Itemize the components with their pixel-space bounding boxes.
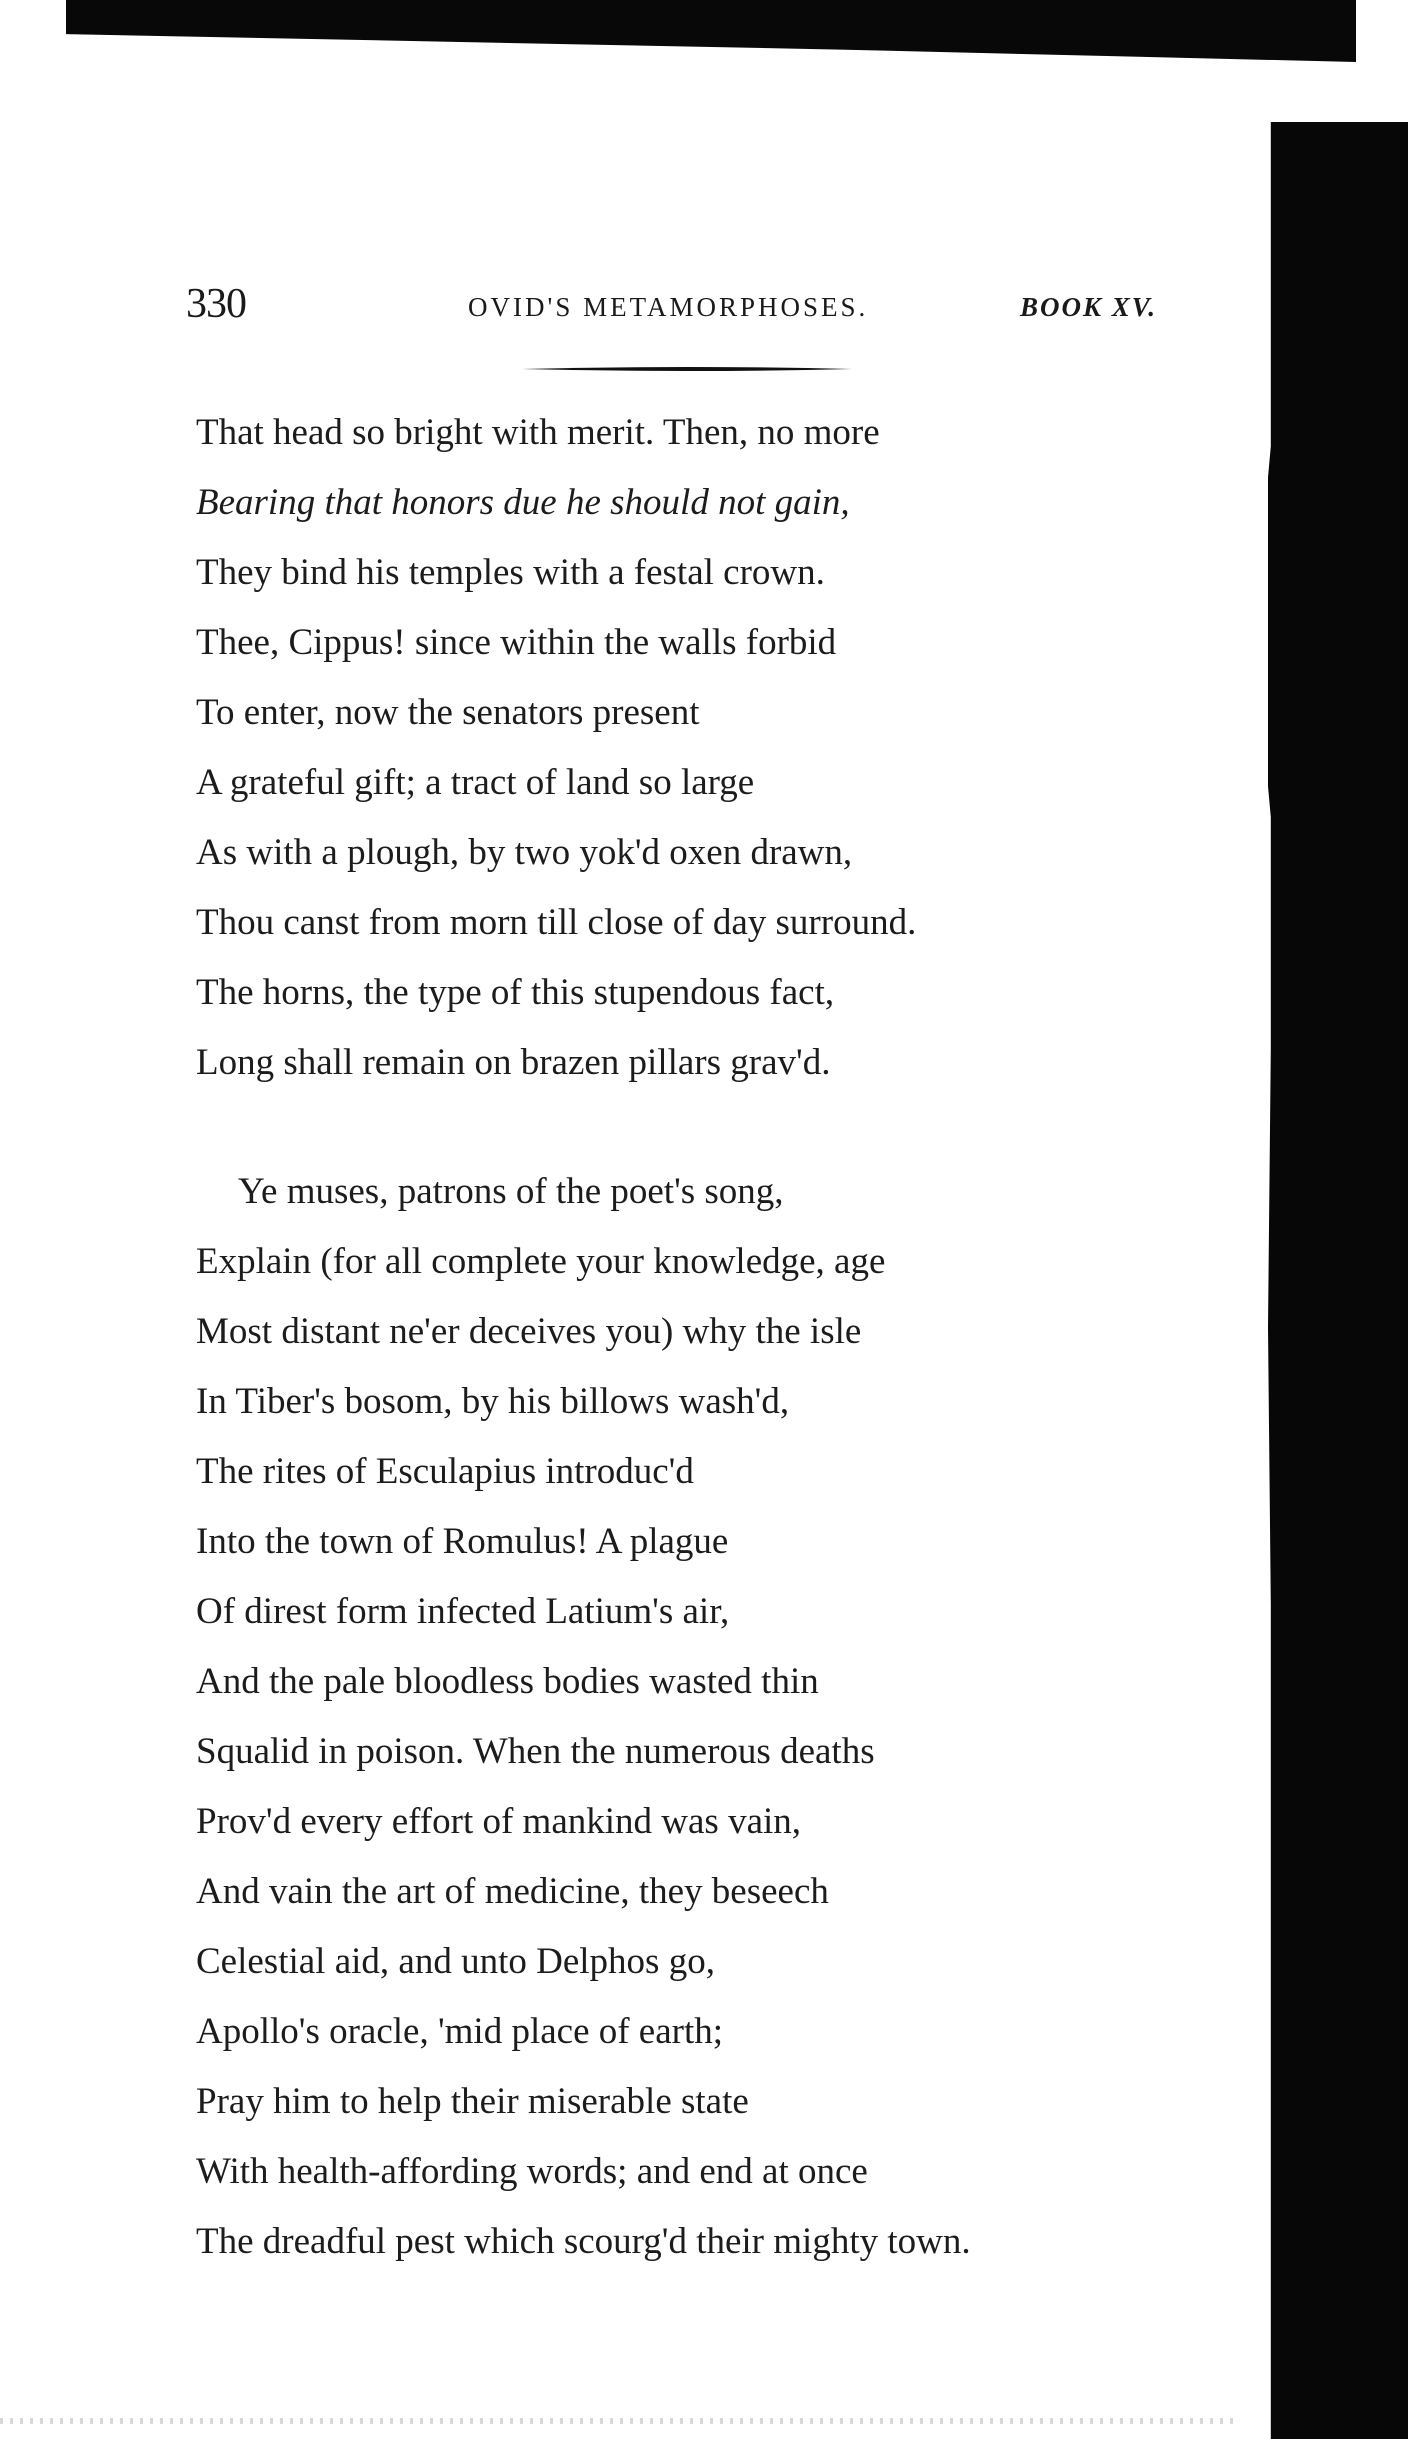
verse-line: To enter, now the senators present: [196, 692, 700, 733]
verse-line: Long shall remain on brazen pillars grav'd.: [196, 1042, 831, 1083]
stanza-1: [196, 398, 1176, 1098]
header-ornament-rule: [522, 365, 852, 373]
verse-line: That head so bright with merit. Then, no more: [196, 412, 880, 453]
verse-line: Ye muses, patrons of the poet's song,: [238, 1171, 784, 1212]
verse-line: In Tiber's bosom, by his billows wash'd,: [196, 1381, 790, 1422]
verse-line: A grateful gift; a tract of land so large: [196, 762, 755, 803]
running-header: [0, 280, 1408, 340]
verse-line: Explain (for all complete your knowledge, age: [196, 1241, 886, 1282]
page-top-edge-shadow: [66, 0, 1356, 62]
verse-line: Thee, Cippus! since within the walls forbid: [196, 622, 837, 663]
verse-line: Squalid in poison. When the numerous deaths: [196, 1731, 875, 1772]
ornament-rule-icon: [522, 365, 852, 373]
verse-line: Prov'd every effort of mankind was vain,: [196, 1801, 802, 1842]
verse-line: With health-affording words; and end at once: [196, 2151, 868, 2192]
verse-line: Apollo's oracle, 'mid place of earth;: [196, 2011, 724, 2052]
verse-line: Most distant ne'er deceives you) why the isle: [196, 1311, 862, 1352]
verse-line: Thou canst from morn till close of day surround.: [196, 902, 917, 943]
verse-line: The dreadful pest which scourg'd their mighty town.: [196, 2221, 971, 2262]
page-bottom-specks: [0, 2418, 1240, 2424]
page-number: 330: [186, 281, 246, 327]
stanza-2: [196, 1157, 1176, 2277]
page-right-edge-shadow: [1268, 122, 1408, 2439]
verse-line: Pray him to help their miserable state: [196, 2081, 749, 2122]
verse-line: Of direst form infected Latium's air,: [196, 1591, 730, 1632]
verse-line: The rites of Esculapius introduc'd: [196, 1451, 694, 1492]
running-title: OVID'S METAMORPHOSES.: [468, 292, 869, 322]
verse-line: As with a plough, by two yok'd oxen drawn,: [196, 832, 853, 873]
verse-line: Bearing that honors due he should not gain,: [196, 482, 850, 523]
book-label: BOOK XV.: [1020, 292, 1158, 322]
verse-line: Into the town of Romulus! A plague: [196, 1521, 729, 1562]
verse-line: Celestial aid, and unto Delphos go,: [196, 1941, 715, 1982]
verse-line: And vain the art of medicine, they beseech: [196, 1871, 829, 1912]
verse-line: The horns, the type of this stupendous fact,: [196, 972, 835, 1013]
verse-line: And the pale bloodless bodies wasted thin: [196, 1661, 819, 1702]
verse-line: They bind his temples with a festal crown.: [196, 552, 825, 593]
